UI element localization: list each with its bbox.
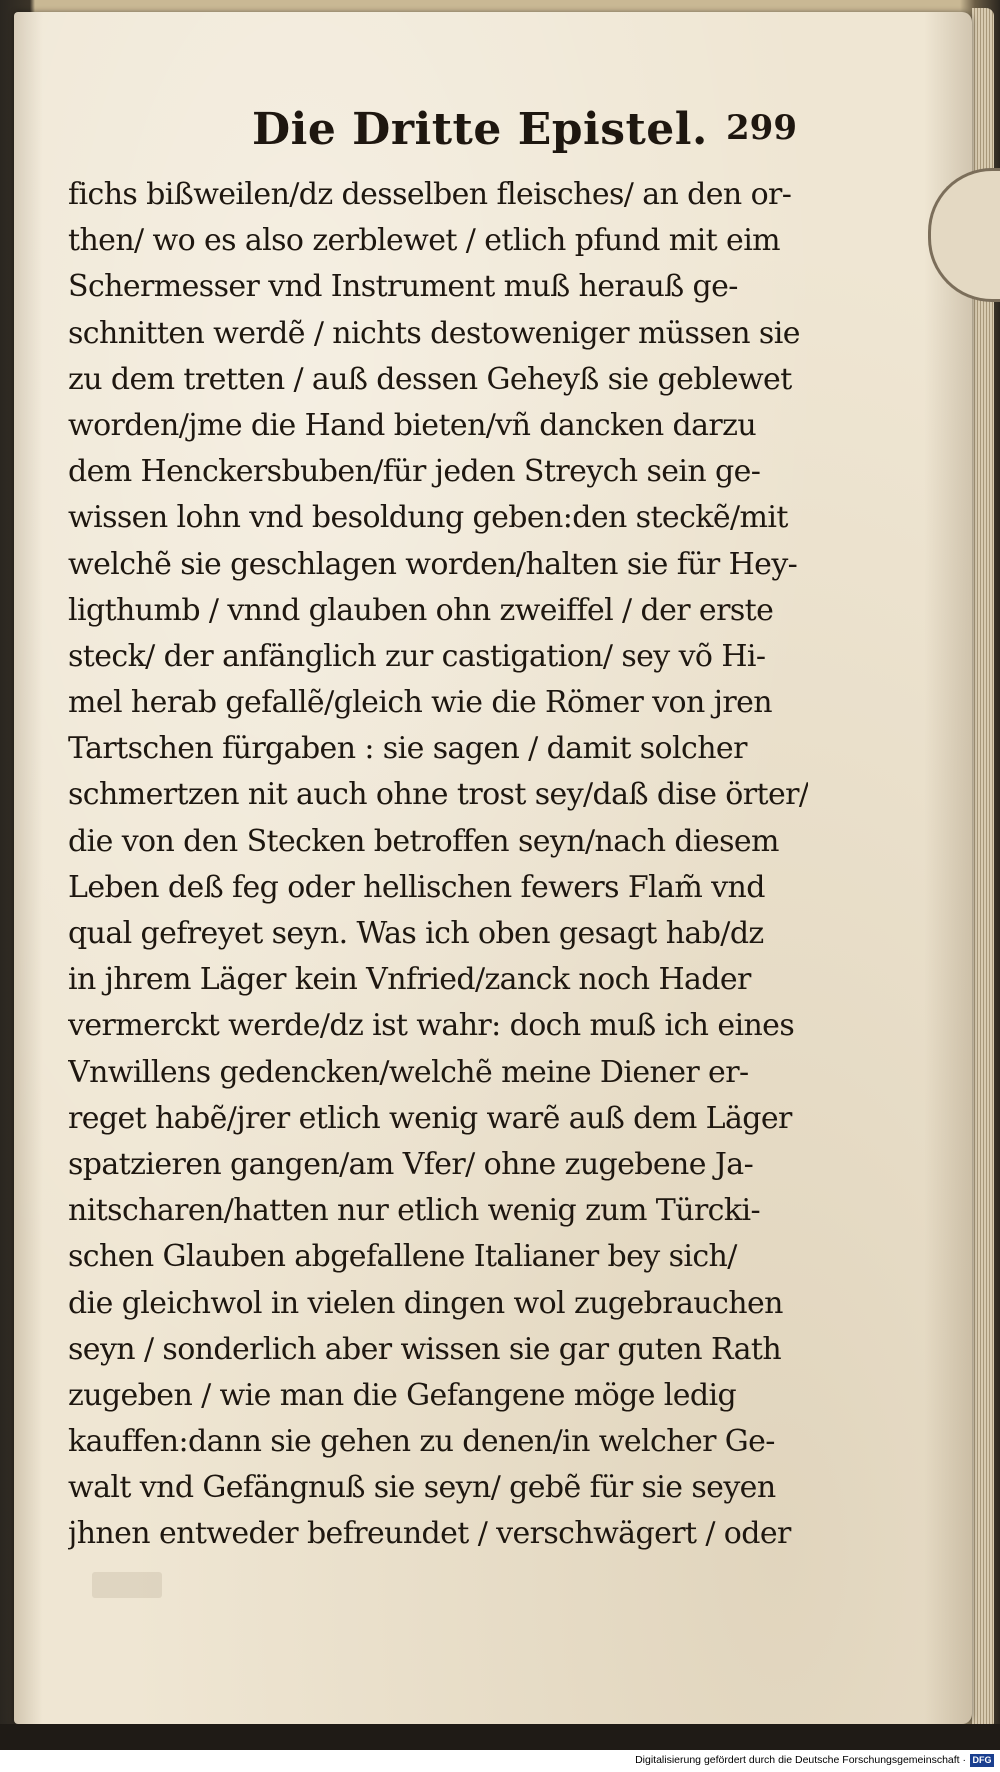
text-line: die gleichwol in vielen dingen wol zugebrauchen — [68, 1285, 783, 1321]
text-line: spatzieren gangen/am Vfer/ ohne zugebene Ja- — [68, 1146, 754, 1182]
text-line: schen Glauben abgefallene Italianer bey sich/ — [68, 1239, 737, 1275]
text-line: steck/ der anfänglich zur castigation/ sey võ Hi- — [68, 638, 766, 674]
text-line: dem Henckersbuben/für jeden Streych sein ge- — [68, 454, 761, 490]
text-line: kauffen:dann sie gehen zu denen/in welcher Ge- — [68, 1424, 775, 1460]
page-number: 299 — [726, 108, 797, 148]
digitization-credit: Digitalisierung gefördert durch die Deutsche Forschungsgemeinschaft · — [635, 1754, 966, 1766]
text-line: zugeben / wie man die Gefangene möge ledig — [68, 1377, 737, 1413]
text-line: Tartschen fürgaben : sie sagen / damit solcher — [68, 731, 747, 767]
text-line: worden/jme die Hand bieten/vñ dancken darzu — [68, 407, 757, 443]
text-line: ligthumb / vnnd glauben ohn zweiffel / der erste — [68, 592, 774, 628]
running-head: Die Dritte Epistel. — [252, 104, 708, 155]
text-line: die von den Stecken betroffen seyn/nach diesem — [68, 823, 779, 859]
text-line: Schermesser vnd Instrument muß herauß ge- — [68, 269, 738, 305]
book-page — [14, 12, 972, 1724]
text-line: Vnwillens gedencken/welchẽ meine Diener er- — [68, 1054, 749, 1090]
text-line: schmertzen nit auch ohne trost sey/daß dise örter/ — [68, 777, 808, 813]
footer-bar — [0, 1750, 1000, 1772]
text-line: Leben deß feg oder hellischen fewers Flam̃ vnd — [68, 869, 765, 905]
text-line: nitscharen/hatten nur etlich wenig zum Türcki- — [68, 1193, 760, 1229]
text-line: jhnen entweder befreundet / verschwägert / oder — [68, 1516, 791, 1552]
text-line: vermerckt werde/dz ist wahr: doch muß ich eines — [68, 1008, 795, 1044]
text-line: seyn / sonderlich aber wissen sie gar guten Rath — [68, 1331, 782, 1367]
text-line: then/ wo es also zerblewet / etlich pfund mit eim — [68, 223, 781, 259]
text-line: fichs bißweilen/dz desselben fleisches/ an den or- — [68, 177, 792, 212]
dfg-logo: DFG — [970, 1754, 994, 1767]
text-line: welchẽ sie geschlagen worden/halten sie für Hey- — [68, 546, 798, 582]
text-line: schnitten werdẽ / nichts destoweniger müssen sie — [68, 315, 800, 351]
text-line: wissen lohn vnd besoldung geben:den steckẽ/mit — [68, 500, 788, 536]
text-line: reget habẽ/jrer etlich wenig warẽ auß dem Läger — [68, 1100, 792, 1136]
page-header — [74, 104, 804, 164]
text-line: zu dem tretten / auß dessen Geheyß sie geblewet — [68, 361, 792, 397]
text-line: walt vnd Gefängnuß sie seyn/ gebẽ für sie seyen — [68, 1470, 776, 1506]
scan-bottom-edge — [0, 1724, 1000, 1750]
body-text — [68, 172, 808, 1558]
faded-catchword-mark — [92, 1572, 162, 1598]
text-line: mel herab gefallẽ/gleich wie die Römer von jren — [68, 685, 772, 721]
text-line: qual gefreyet seyn. Was ich oben gesagt hab/dz — [68, 916, 764, 951]
text-line: in jhrem Läger kein Vnfried/zanck noch Hader — [68, 962, 751, 998]
